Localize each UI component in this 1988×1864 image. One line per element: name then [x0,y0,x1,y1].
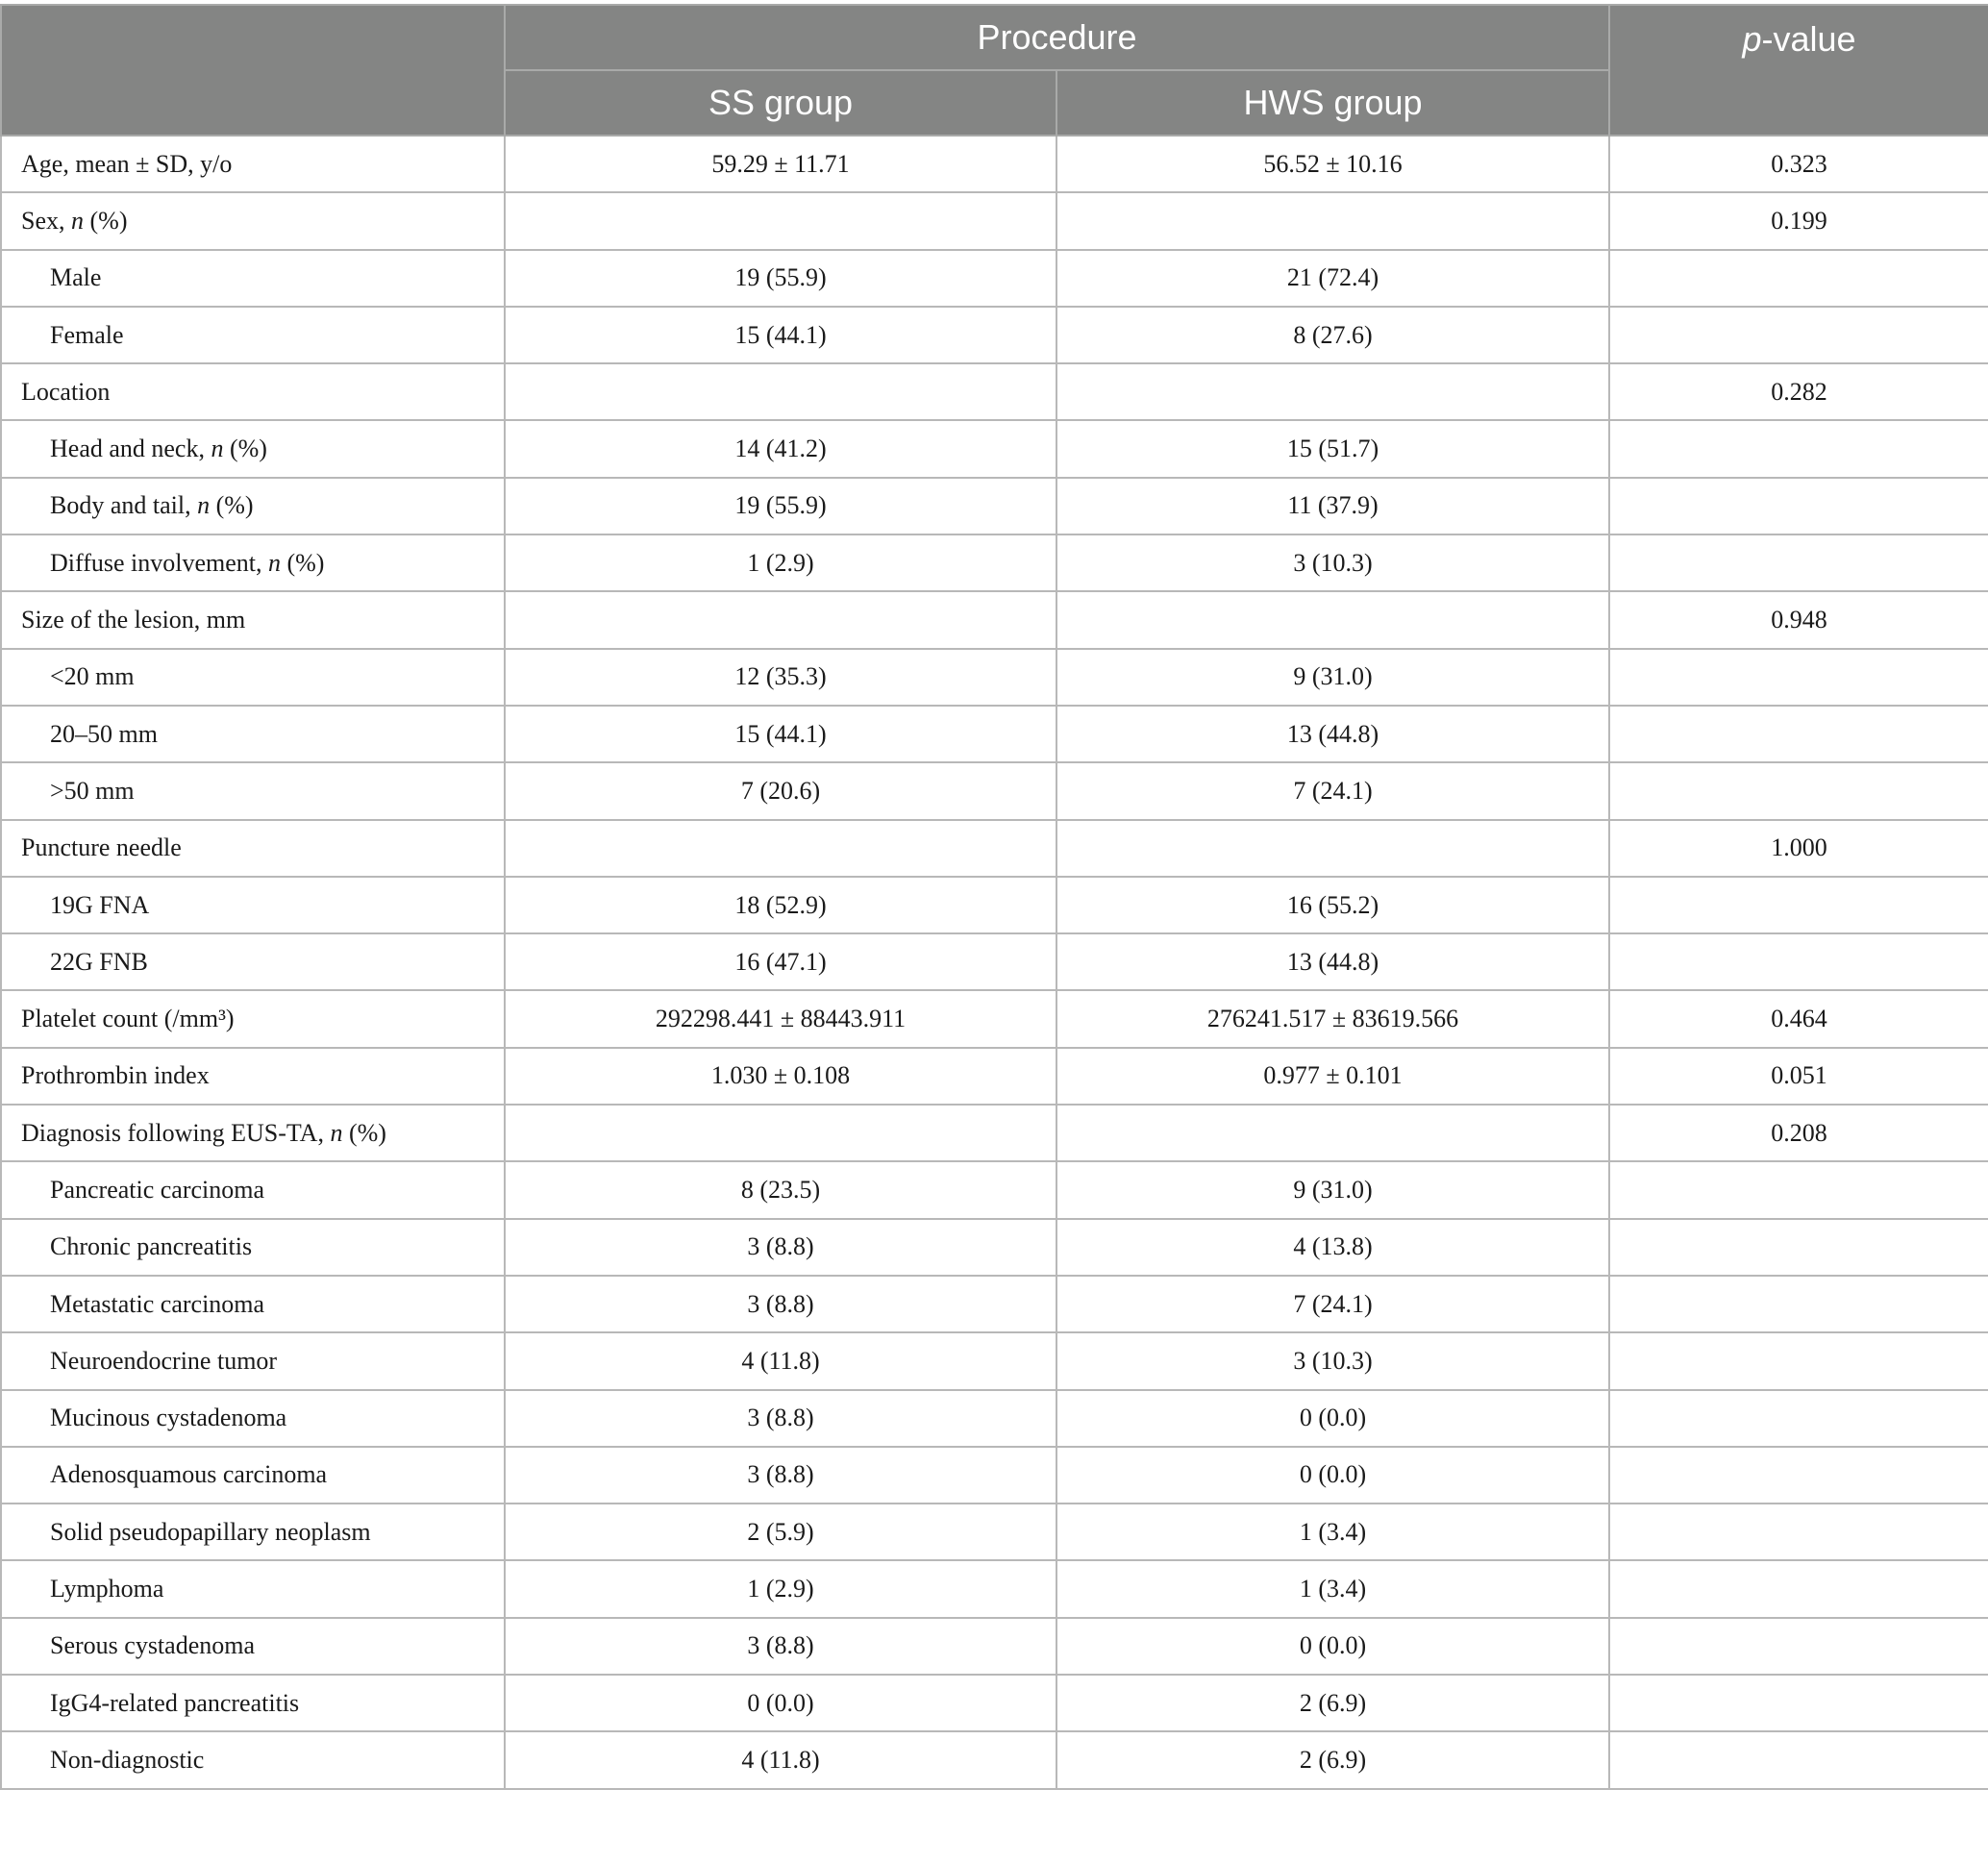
row-label [1,820,505,877]
table-row [1,933,1988,990]
row-label [1,1731,505,1788]
p-value [1609,1390,1988,1447]
ss-group-value: 1 (2.9) [505,1560,1056,1617]
row-label-text: Pancreatic carcinoma [50,1175,265,1204]
table-row [1,1048,1988,1105]
hws-group-value [1056,363,1609,420]
row-label [1,1332,505,1389]
row-label-italic: n [267,548,281,577]
p-value [1609,933,1988,990]
header-ss-group: SS group [505,70,1056,136]
row-label-italic: n [330,1118,343,1147]
ss-group-value: 2 (5.9) [505,1504,1056,1560]
hws-group-value: 8 (27.6) [1056,307,1609,363]
table-row [1,990,1988,1047]
row-label-text: Chronic pancreatitis [50,1232,253,1261]
p-value [1609,478,1988,534]
row-label-text: Male [50,263,102,292]
row-label [1,1105,505,1161]
p-value [1609,534,1988,591]
ss-group-value: 12 (35.3) [505,649,1056,706]
row-label-text: Solid pseudopapillary neoplasm [50,1517,371,1546]
hws-group-value: 9 (31.0) [1056,1161,1609,1218]
table-row [1,1105,1988,1161]
row-label-text: <20 mm [50,662,135,691]
row-label-text: 22G FNB [50,947,148,976]
row-label-suffix: (%) [223,435,267,463]
row-label-text: 19G FNA [50,890,150,919]
hws-group-value: 13 (44.8) [1056,933,1609,990]
row-label [1,591,505,648]
row-label [1,933,505,990]
row-label [1,478,505,534]
hws-group-value: 276241.517 ± 83619.566 [1056,990,1609,1047]
row-label-suffix: (%) [280,548,325,577]
p-value: 0.464 [1609,990,1988,1047]
row-label-text: Mucinous cystadenoma [50,1404,287,1432]
table-body [1,136,1988,1789]
table-row [1,877,1988,933]
row-label [1,250,505,307]
table-row [1,1731,1988,1788]
row-label [1,649,505,706]
p-value [1609,420,1988,477]
ss-group-value: 4 (11.8) [505,1731,1056,1788]
p-value: 0.323 [1609,136,1988,192]
p-value [1609,307,1988,363]
hws-group-value: 0.977 ± 0.101 [1056,1048,1609,1105]
table-row [1,1390,1988,1447]
row-label-text: Prothrombin index [21,1061,210,1090]
p-value [1609,762,1988,819]
table-header [1,5,1988,136]
ss-group-value: 3 (8.8) [505,1219,1056,1276]
hws-group-value: 0 (0.0) [1056,1618,1609,1675]
table-row [1,1332,1988,1389]
row-label [1,1618,505,1675]
table-row [1,820,1988,877]
row-label-suffix: (%) [210,491,254,520]
row-label [1,1048,505,1105]
table-row [1,1161,1988,1218]
ss-group-value: 59.29 ± 11.71 [505,136,1056,192]
row-label [1,534,505,591]
header-row-1 [1,5,1988,70]
row-label-italic: n [71,206,84,235]
row-label-text: Puncture needle [21,833,182,862]
row-label-text: Size of the lesion, mm [21,606,246,634]
ss-group-value: 4 (11.8) [505,1332,1056,1389]
row-label-italic: n [211,435,224,463]
p-value [1609,1560,1988,1617]
table-row [1,136,1988,192]
table-row [1,762,1988,819]
ss-group-value [505,820,1056,877]
row-label [1,1276,505,1332]
p-value [1609,1618,1988,1675]
p-value: 0.051 [1609,1048,1988,1105]
row-label-suffix: (%) [342,1118,386,1147]
row-label [1,363,505,420]
ss-group-value: 292298.441 ± 88443.911 [505,990,1056,1047]
table-row [1,420,1988,477]
row-label-text: IgG4-related pancreatitis [50,1688,300,1717]
table-row [1,363,1988,420]
p-value: 1.000 [1609,820,1988,877]
hws-group-value: 21 (72.4) [1056,250,1609,307]
row-label-text: Head and neck, [50,435,211,463]
p-value [1609,649,1988,706]
p-value [1609,250,1988,307]
table-row [1,1219,1988,1276]
ss-group-value: 14 (41.2) [505,420,1056,477]
ss-group-value: 7 (20.6) [505,762,1056,819]
hws-group-value: 3 (10.3) [1056,534,1609,591]
hws-group-value: 9 (31.0) [1056,649,1609,706]
table-row [1,534,1988,591]
p-value [1609,1447,1988,1504]
row-label-text: Diffuse involvement, [50,548,268,577]
row-label-text: 20–50 mm [50,719,158,748]
header-hws-group: HWS group [1056,70,1609,136]
row-label-text: Neuroendocrine tumor [50,1346,278,1375]
baseline-characteristics-table-container [0,4,1988,1790]
row-label-text: Lymphoma [50,1575,164,1603]
hws-group-value [1056,820,1609,877]
row-label [1,990,505,1047]
p-value: 0.282 [1609,363,1988,420]
p-value: 0.948 [1609,591,1988,648]
row-label [1,1161,505,1218]
ss-group-value [505,591,1056,648]
hws-group-value: 16 (55.2) [1056,877,1609,933]
table-row [1,1447,1988,1504]
header-p-value-suffix: -value [1761,19,1856,59]
hws-group-value: 11 (37.9) [1056,478,1609,534]
row-label-italic: n [197,491,211,520]
hws-group-value: 13 (44.8) [1056,706,1609,762]
hws-group-value: 4 (13.8) [1056,1219,1609,1276]
row-label-text: Female [50,320,124,349]
table-row [1,649,1988,706]
p-value [1609,706,1988,762]
ss-group-value: 3 (8.8) [505,1618,1056,1675]
row-label-text: Adenosquamous carcinoma [50,1460,328,1489]
table-row [1,1618,1988,1675]
hws-group-value: 2 (6.9) [1056,1731,1609,1788]
ss-group-value: 18 (52.9) [505,877,1056,933]
ss-group-value: 3 (8.8) [505,1390,1056,1447]
hws-group-value: 15 (51.7) [1056,420,1609,477]
row-label-text: Metastatic carcinoma [50,1289,265,1318]
p-value [1609,1731,1988,1788]
row-label-text: Serous cystadenoma [50,1631,256,1660]
row-label [1,762,505,819]
row-label [1,877,505,933]
row-label-suffix: (%) [84,206,128,235]
hws-group-value: 2 (6.9) [1056,1675,1609,1731]
table-row [1,1504,1988,1560]
row-label-text: Platelet count (/mm³) [21,1005,235,1033]
table-row [1,706,1988,762]
row-label [1,307,505,363]
p-value [1609,1276,1988,1332]
ss-group-value: 16 (47.1) [505,933,1056,990]
row-label [1,1219,505,1276]
table-row [1,591,1988,648]
ss-group-value: 8 (23.5) [505,1161,1056,1218]
hws-group-value: 1 (3.4) [1056,1504,1609,1560]
hws-group-value: 1 (3.4) [1056,1560,1609,1617]
row-label [1,706,505,762]
ss-group-value: 19 (55.9) [505,478,1056,534]
hws-group-value: 7 (24.1) [1056,1276,1609,1332]
baseline-characteristics-table [0,4,1988,1790]
hws-group-value: 0 (0.0) [1056,1390,1609,1447]
hws-group-value [1056,591,1609,648]
p-value: 0.208 [1609,1105,1988,1161]
hws-group-value [1056,1105,1609,1161]
row-label-text: Body and tail, [50,491,198,520]
hws-group-value [1056,192,1609,249]
p-value [1609,1675,1988,1731]
hws-group-value: 56.52 ± 10.16 [1056,136,1609,192]
p-value [1609,1219,1988,1276]
ss-group-value [505,1105,1056,1161]
row-label-text: Non-diagnostic [50,1745,205,1774]
p-value [1609,1161,1988,1218]
header-p-value [1609,5,1988,136]
ss-group-value: 15 (44.1) [505,706,1056,762]
p-value: 0.199 [1609,192,1988,249]
row-label-text: Location [21,377,111,406]
ss-group-value: 1.030 ± 0.108 [505,1048,1056,1105]
ss-group-value: 3 (8.8) [505,1447,1056,1504]
ss-group-value: 3 (8.8) [505,1276,1056,1332]
p-value [1609,877,1988,933]
header-corner-cell [1,5,505,136]
row-label-text: >50 mm [50,776,135,805]
hws-group-value: 3 (10.3) [1056,1332,1609,1389]
p-value [1609,1332,1988,1389]
row-label [1,136,505,192]
table-row [1,1276,1988,1332]
ss-group-value: 1 (2.9) [505,534,1056,591]
ss-group-value: 19 (55.9) [505,250,1056,307]
hws-group-value: 7 (24.1) [1056,762,1609,819]
row-label-text: Sex, [21,206,71,235]
ss-group-value [505,192,1056,249]
hws-group-value: 0 (0.0) [1056,1447,1609,1504]
ss-group-value: 0 (0.0) [505,1675,1056,1731]
table-row [1,1675,1988,1731]
header-p-value-italic: p [1742,19,1762,59]
row-label-text: Diagnosis following EUS-TA, [21,1118,331,1147]
header-procedure: Procedure [505,5,1609,70]
row-label [1,192,505,249]
row-label-text: Age, mean ± SD, y/o [21,149,233,178]
table-row [1,192,1988,249]
ss-group-value [505,363,1056,420]
table-row [1,478,1988,534]
row-label [1,1447,505,1504]
row-label [1,1504,505,1560]
row-label [1,1675,505,1731]
row-label [1,420,505,477]
table-row [1,250,1988,307]
table-row [1,307,1988,363]
p-value [1609,1504,1988,1560]
ss-group-value: 15 (44.1) [505,307,1056,363]
table-row [1,1560,1988,1617]
row-label [1,1390,505,1447]
row-label [1,1560,505,1617]
